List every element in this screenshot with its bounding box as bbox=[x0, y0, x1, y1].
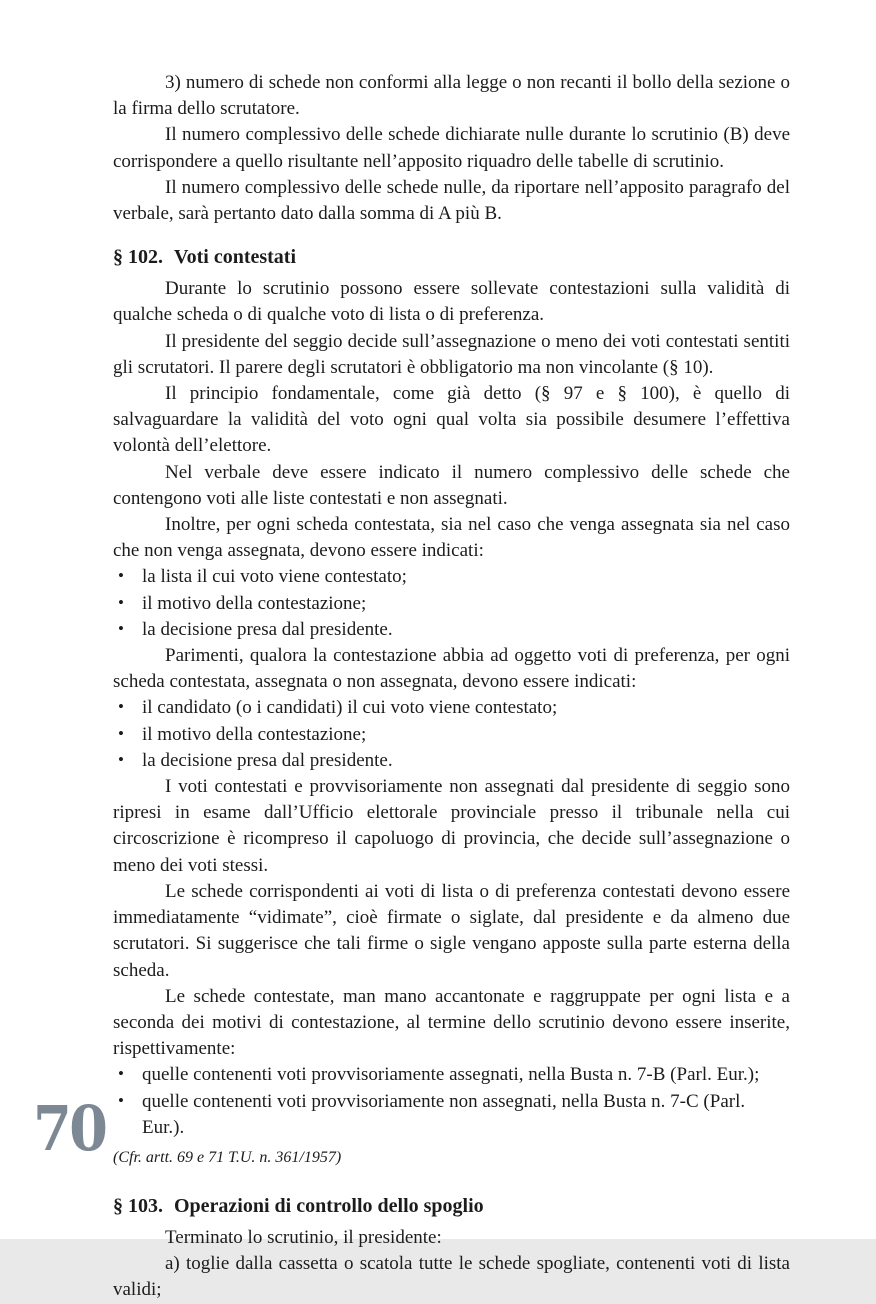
section-103-heading bbox=[113, 1193, 790, 1220]
text-column bbox=[113, 70, 790, 1304]
section-102-paragraph-1: Durante lo scrutinio possono essere sollevate contestazioni sulla validità di qualche scheda o di qualche voto di lista o di preferenza. bbox=[113, 278, 790, 326]
list-item bbox=[113, 591, 790, 617]
bullet-icon: • bbox=[118, 749, 124, 769]
list-item-text: il motivo della contestazione; bbox=[142, 592, 367, 614]
section-102-paragraph-5: Inoltre, per ogni scheda contestata, sia nel caso che venga assegnata sia nel caso che non venga assegnata, devono essere indicati: bbox=[113, 514, 790, 562]
list-item-text: quelle contenenti voti provvisoriamente non assegnati, nella Busta n. 7-C (Parl. Eur.). bbox=[142, 1090, 746, 1138]
section-103-paragraph-2: a) toglie dalla cassetta o scatola tutte le schede spogliate, contenenti voti di lista validi; bbox=[113, 1253, 790, 1301]
intro-paragraph-1: 3) numero di schede non conformi alla legge o non recanti il bollo della sezione o la firma dello scrutatore. bbox=[113, 72, 790, 120]
list-item bbox=[113, 722, 790, 748]
section-102-title: Voti contestati bbox=[174, 246, 297, 269]
list-item-text: la lista il cui voto viene contestato; bbox=[142, 566, 407, 588]
bullet-list-contestazione-preferenza bbox=[113, 695, 790, 774]
section-102-paragraph-7: I voti contestati e provvisoriamente non assegnati dal presidente di seggio sono ripresi in esame dall’Ufficio elettorale provinciale presso il tribunale nella cui circoscrizione è ricompreso il capoluogo di provincia, che decide sull’assegnazione o meno dei voti stessi. bbox=[113, 776, 790, 876]
section-103-paragraph-1: Terminato lo scrutinio, il presidente: bbox=[165, 1226, 442, 1248]
list-item bbox=[113, 1062, 790, 1088]
intro-paragraph-2: Il numero complessivo delle schede dichiarate nulle durante lo scrutinio (B) deve corrispondere a quello risultante nell’apposito riquadro delle tabelle di scrutinio. bbox=[113, 124, 790, 172]
bullet-list-contestazione-lista bbox=[113, 564, 790, 643]
list-item-text: la decisione presa dal presidente. bbox=[142, 618, 393, 640]
bullet-icon: • bbox=[118, 723, 124, 743]
section-103-marker: § 103. bbox=[113, 1194, 163, 1217]
list-item bbox=[113, 1089, 790, 1141]
section-102-heading bbox=[113, 244, 790, 271]
list-item-text: il motivo della contestazione; bbox=[142, 723, 367, 745]
intro-paragraph-3: Il numero complessivo delle schede nulle, da riportare nell’apposito paragrafo del verbale, sarà pertanto dato dalla somma di A più B. bbox=[113, 176, 790, 225]
section-102-paragraph-4: Nel verbale deve essere indicato il numero complessivo delle schede che contengono voti alle liste contestati e non assegnati. bbox=[113, 461, 790, 509]
legal-citation: (Cfr. artt. 69 e 71 T.U. n. 361/1957) bbox=[113, 1148, 342, 1166]
page-number: 70 bbox=[33, 1092, 106, 1165]
bullet-icon: • bbox=[118, 566, 124, 586]
bullet-icon: • bbox=[118, 697, 124, 717]
section-102-marker: § 102. bbox=[113, 246, 163, 269]
bullet-icon: • bbox=[118, 618, 124, 638]
bullet-icon: • bbox=[118, 1090, 124, 1110]
list-item-text: la decisione presa dal presidente. bbox=[142, 749, 393, 771]
section-102-paragraph-2: Il presidente del seggio decide sull’assegnazione o meno dei voti contestati sentiti gli scrutatori. Il parere degli scrutatori è obbligatorio ma non vincolante (§ 10). bbox=[113, 330, 790, 378]
list-item bbox=[113, 617, 790, 643]
list-item bbox=[113, 748, 790, 774]
bullet-icon: • bbox=[118, 1064, 124, 1084]
list-item bbox=[113, 695, 790, 721]
section-102-paragraph-6: Parimenti, qualora la contestazione abbia ad oggetto voti di preferenza, per ogni scheda contestata, assegnata o non assegnata, devono essere indicati: bbox=[113, 645, 790, 693]
bullet-list-buste bbox=[113, 1062, 790, 1141]
list-item bbox=[113, 564, 790, 590]
section-102-paragraph-3: Il principio fondamentale, come già detto (§ 97 e § 100), è quello di salvaguardare la validità del voto ogni qual volta sia possibile desumere l’effettiva volontà dell’elettore. bbox=[113, 383, 790, 457]
section-102-paragraph-8: Le schede corrispondenti ai voti di lista o di preferenza contestati devono essere immediatamente “vidimate”, cioè firmate o siglate, dal presidente e da almeno due scrutatori. Si suggerisce che tali firme o sigle vengano apposte sulla parte esterna della scheda. bbox=[113, 880, 790, 981]
section-103-title: Operazioni di controllo dello spoglio bbox=[174, 1194, 484, 1217]
section-102-paragraph-9: Le schede contestate, man mano accantonate e raggruppate per ogni lista e a seconda dei motivi di contestazione, al termine dello scrutinio devono essere inserite, rispettivamente: bbox=[113, 985, 790, 1060]
bullet-icon: • bbox=[118, 592, 124, 612]
list-item-text: quelle contenenti voti provvisoriamente assegnati, nella Busta n. 7-B (Parl. Eur.); bbox=[142, 1064, 760, 1086]
list-item-text: il candidato (o i candidati) il cui voto viene contestato; bbox=[142, 697, 558, 719]
